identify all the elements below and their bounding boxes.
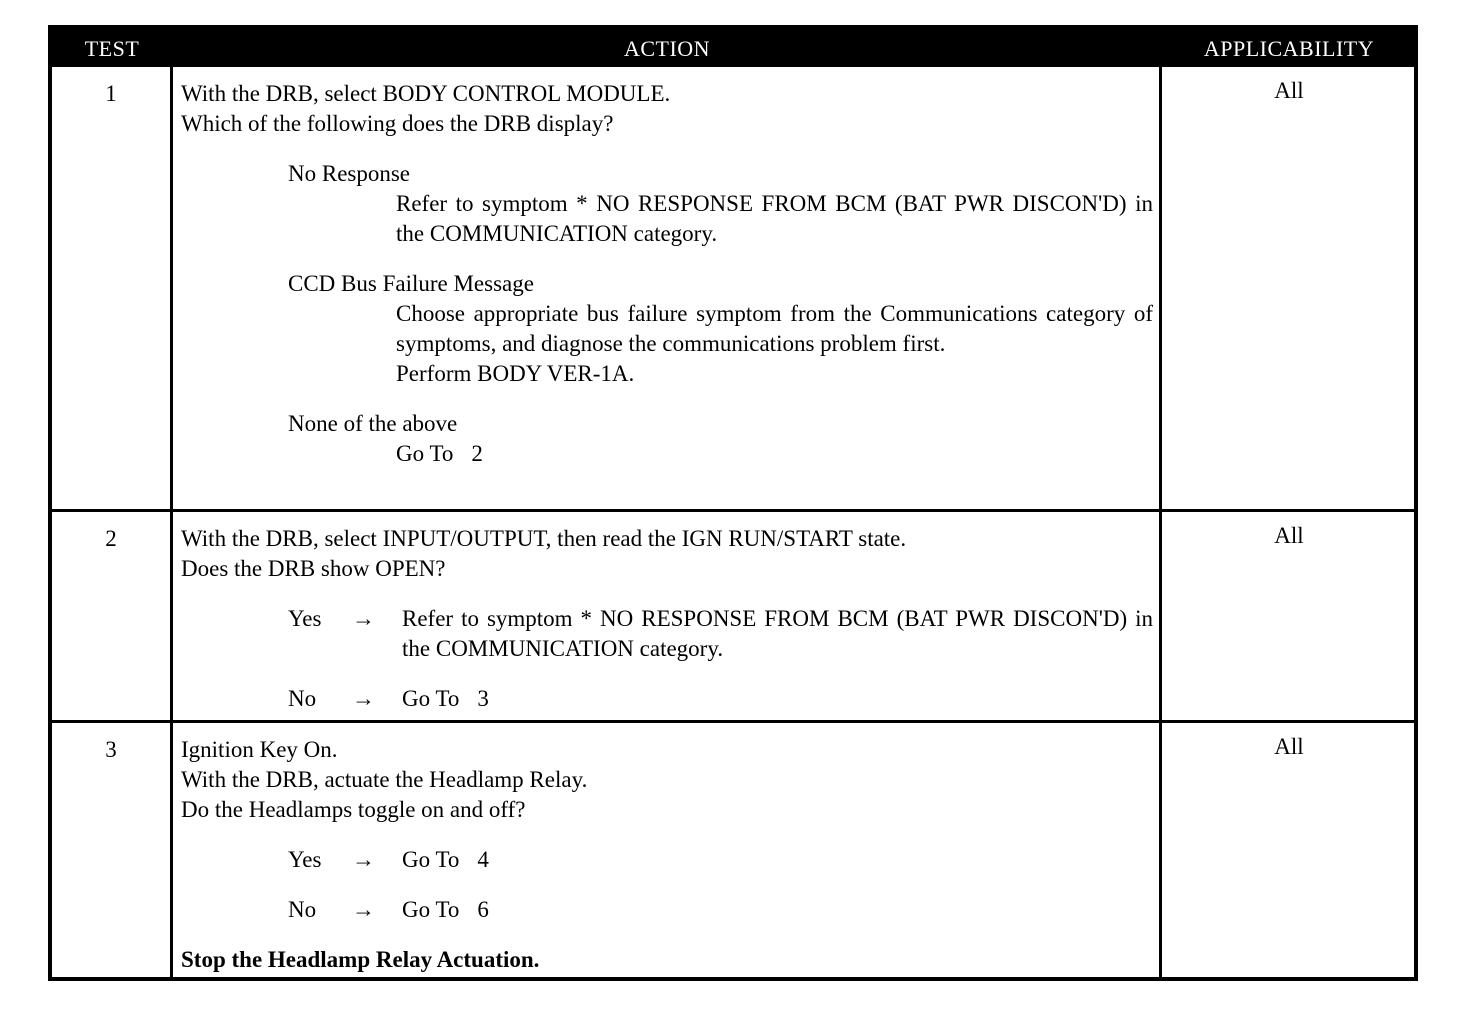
table-header [52,29,1414,67]
goto-label: Go To [402,847,460,872]
action-cell [170,512,1162,720]
goto-line [402,684,1153,714]
goto-line [396,439,1153,469]
answer-key: Yes [288,847,322,872]
goto-number: 2 [471,441,483,466]
action-line: With the DRB, select BODY CONTROL MODULE. [181,81,671,106]
option-label: No Response [288,161,411,186]
diagnostic-test-table [48,25,1418,981]
option-label: None of the above [288,411,458,436]
goto-number: 6 [477,897,489,922]
option-label: CCD Bus Failure Message [288,271,534,296]
header-action: ACTION [623,36,711,61]
action-line: Ignition Key On. [181,737,338,762]
answer-key: No [288,686,317,711]
action-line: With the DRB, actuate the Headlamp Relay. [181,767,588,792]
answer-key: No [288,897,317,922]
option-text: Choose appropriate bus failure symptom from the Communications category of symptoms, and diagnose the communications problem first. [396,301,1153,356]
table-row-test-1 [52,67,1414,509]
arrow-icon: → [352,686,375,711]
arrow-icon: → [352,847,375,872]
applicability-value: All [1274,734,1304,759]
option-text-2: Perform BODY VER-1A. [396,361,635,386]
answer-yes [288,604,1153,664]
header-test: TEST [84,36,140,61]
goto-number: 4 [477,847,489,872]
action-line: Which of the following does the DRB display? [181,111,614,136]
arrow-icon: → [352,897,375,922]
action-line: Do the Headlamps toggle on and off? [181,797,526,822]
goto-line [402,895,1153,925]
action-line: With the DRB, select INPUT/OUTPUT, then read the IGN RUN/START state. [181,526,907,551]
answer-no [288,684,1153,714]
test-number: 2 [105,526,117,551]
action-cell [170,67,1162,509]
action-cell [170,723,1162,977]
test-number: 1 [105,81,117,106]
arrow-icon: → [352,606,375,631]
header-applicability: APPLICABILITY [1203,36,1375,61]
goto-label: Go To [396,441,454,466]
goto-label: Go To [402,897,460,922]
answer-key: Yes [288,606,322,631]
table-row-test-2 [52,509,1414,720]
footer-instruction: Stop the Headlamp Relay Actuation. [181,947,540,972]
answer-no [288,895,1153,925]
table-row-test-3 [52,720,1414,977]
answer-text: Refer to symptom * NO RESPONSE FROM BCM (BAT PWR DISCON'D) in the COMMUNICATION category. [402,606,1153,661]
test-number: 3 [105,737,117,762]
option-text: Refer to symptom * NO RESPONSE FROM BCM (BAT PWR DISCON'D) in the COMMUNICATION category. [396,191,1153,246]
goto-label: Go To [402,686,460,711]
goto-number: 3 [477,686,489,711]
answer-yes [288,845,1153,875]
applicability-value: All [1274,523,1304,548]
goto-line [402,845,1153,875]
applicability-value: All [1274,78,1304,103]
action-line: Does the DRB show OPEN? [181,556,446,581]
